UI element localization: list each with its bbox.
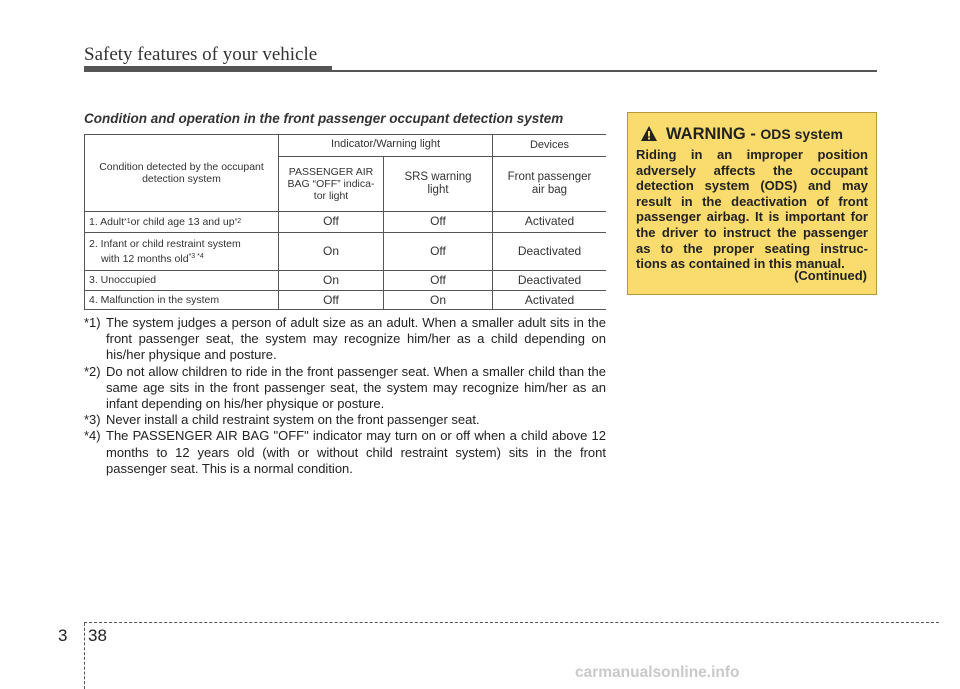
footnote-3 [84,412,606,428]
footnote-mark: *3) [84,412,101,428]
warning-subtitle: ODS system [760,126,843,142]
footnote-mark: *4) [84,428,101,444]
table-row-1-label: 1. Adult *1 or child age 13 and up *2 [84,211,278,232]
chapter-number: 3 [58,626,68,645]
table-row-2-airbag: Deactivated [492,232,606,270]
footnote-mark: *1) [84,315,101,330]
table-row-4-label: 4. Malfunction in the system [84,290,278,310]
footer-vertical-dashed-rule [84,623,85,689]
srs-warning-header: SRS warning light [383,156,492,211]
page-header-title: Safety features of your vehicle [84,44,318,65]
footer-dashed-rule [84,622,939,623]
warning-triangle-icon [640,125,658,142]
condition-header: Condition detected by the occupant detection system [84,134,278,211]
table-row-3-indicator: On [278,270,383,290]
footnote-1 [84,315,606,364]
table-row-4-srs: On [383,290,492,310]
table-row-3-airbag: Deactivated [492,270,606,290]
footnote-2 [84,364,606,413]
devices-header: Devices [492,134,606,156]
table-row-1-airbag: Activated [492,211,606,232]
table-row-4-airbag: Activated [492,290,606,310]
footnote-text: The system judges a person of adult size as an adult. When a smaller adult sits in the front passenger seat, the system may recognize him/her as a child depending on his/her physique and posture. [106,315,606,363]
page-number: 38 [88,626,107,645]
table-row-2-srs: Off [383,232,492,270]
table-row-1-srs: Off [383,211,492,232]
table-row-1-indicator: Off [278,211,383,232]
warning-continued: (Continued) [794,268,867,283]
warning-box [627,112,877,295]
table-bottom-rule [84,309,606,310]
occupant-detection-table [84,134,606,310]
header-rule-thin [84,70,877,72]
warning-title: WARNING - ODS system [666,125,843,143]
table-row-4-indicator: Off [278,290,383,310]
table-row-2-label: 2. Infant or child restraint system with 12 months old$^{*3 *4}$ [84,232,278,270]
footnote-text: The PASSENGER AIR BAG "OFF" indicator may turn on or off when a child above 12 months to 12 years old (with or without child restraint system) sits in the front passenger seat. This is a normal condition. [106,428,606,476]
warning-body: Riding in an improper position adversely affects the occupant detection system (ODS) and may result in the deactivation of front passenger airbag. It is important for the driver to instruct the passenger as to the proper seating instruc- tions as contained in this manual. [636,147,868,272]
footnotes [84,315,606,477]
passenger-airbag-off-header: PASSENGER AIR BAG “OFF” indica- tor light [278,156,383,211]
footnote-text: Do not allow children to ride in the front passenger seat. When a smaller child than the same age sits in the front passenger seat, the system may recognize him/her as an infant depending on his/her physique or posture. [106,363,606,412]
footnote-4 [84,428,606,477]
indicator-header: Indicator/Warning light [278,134,492,156]
footnote-mark: *2) [84,363,101,379]
table-row-3-label: 3. Unoccupied [84,270,278,290]
section-title: Condition and operation in the front passenger occupant detection system [84,111,564,126]
table-row-3-srs: Off [383,270,492,290]
watermark: carmanualsonline.info [575,664,740,681]
table-row-2-indicator: On [278,232,383,270]
footnote-text: Never install a child restraint system on the front passenger seat. [106,412,480,428]
front-airbag-header: Front passenger air bag [492,156,606,211]
